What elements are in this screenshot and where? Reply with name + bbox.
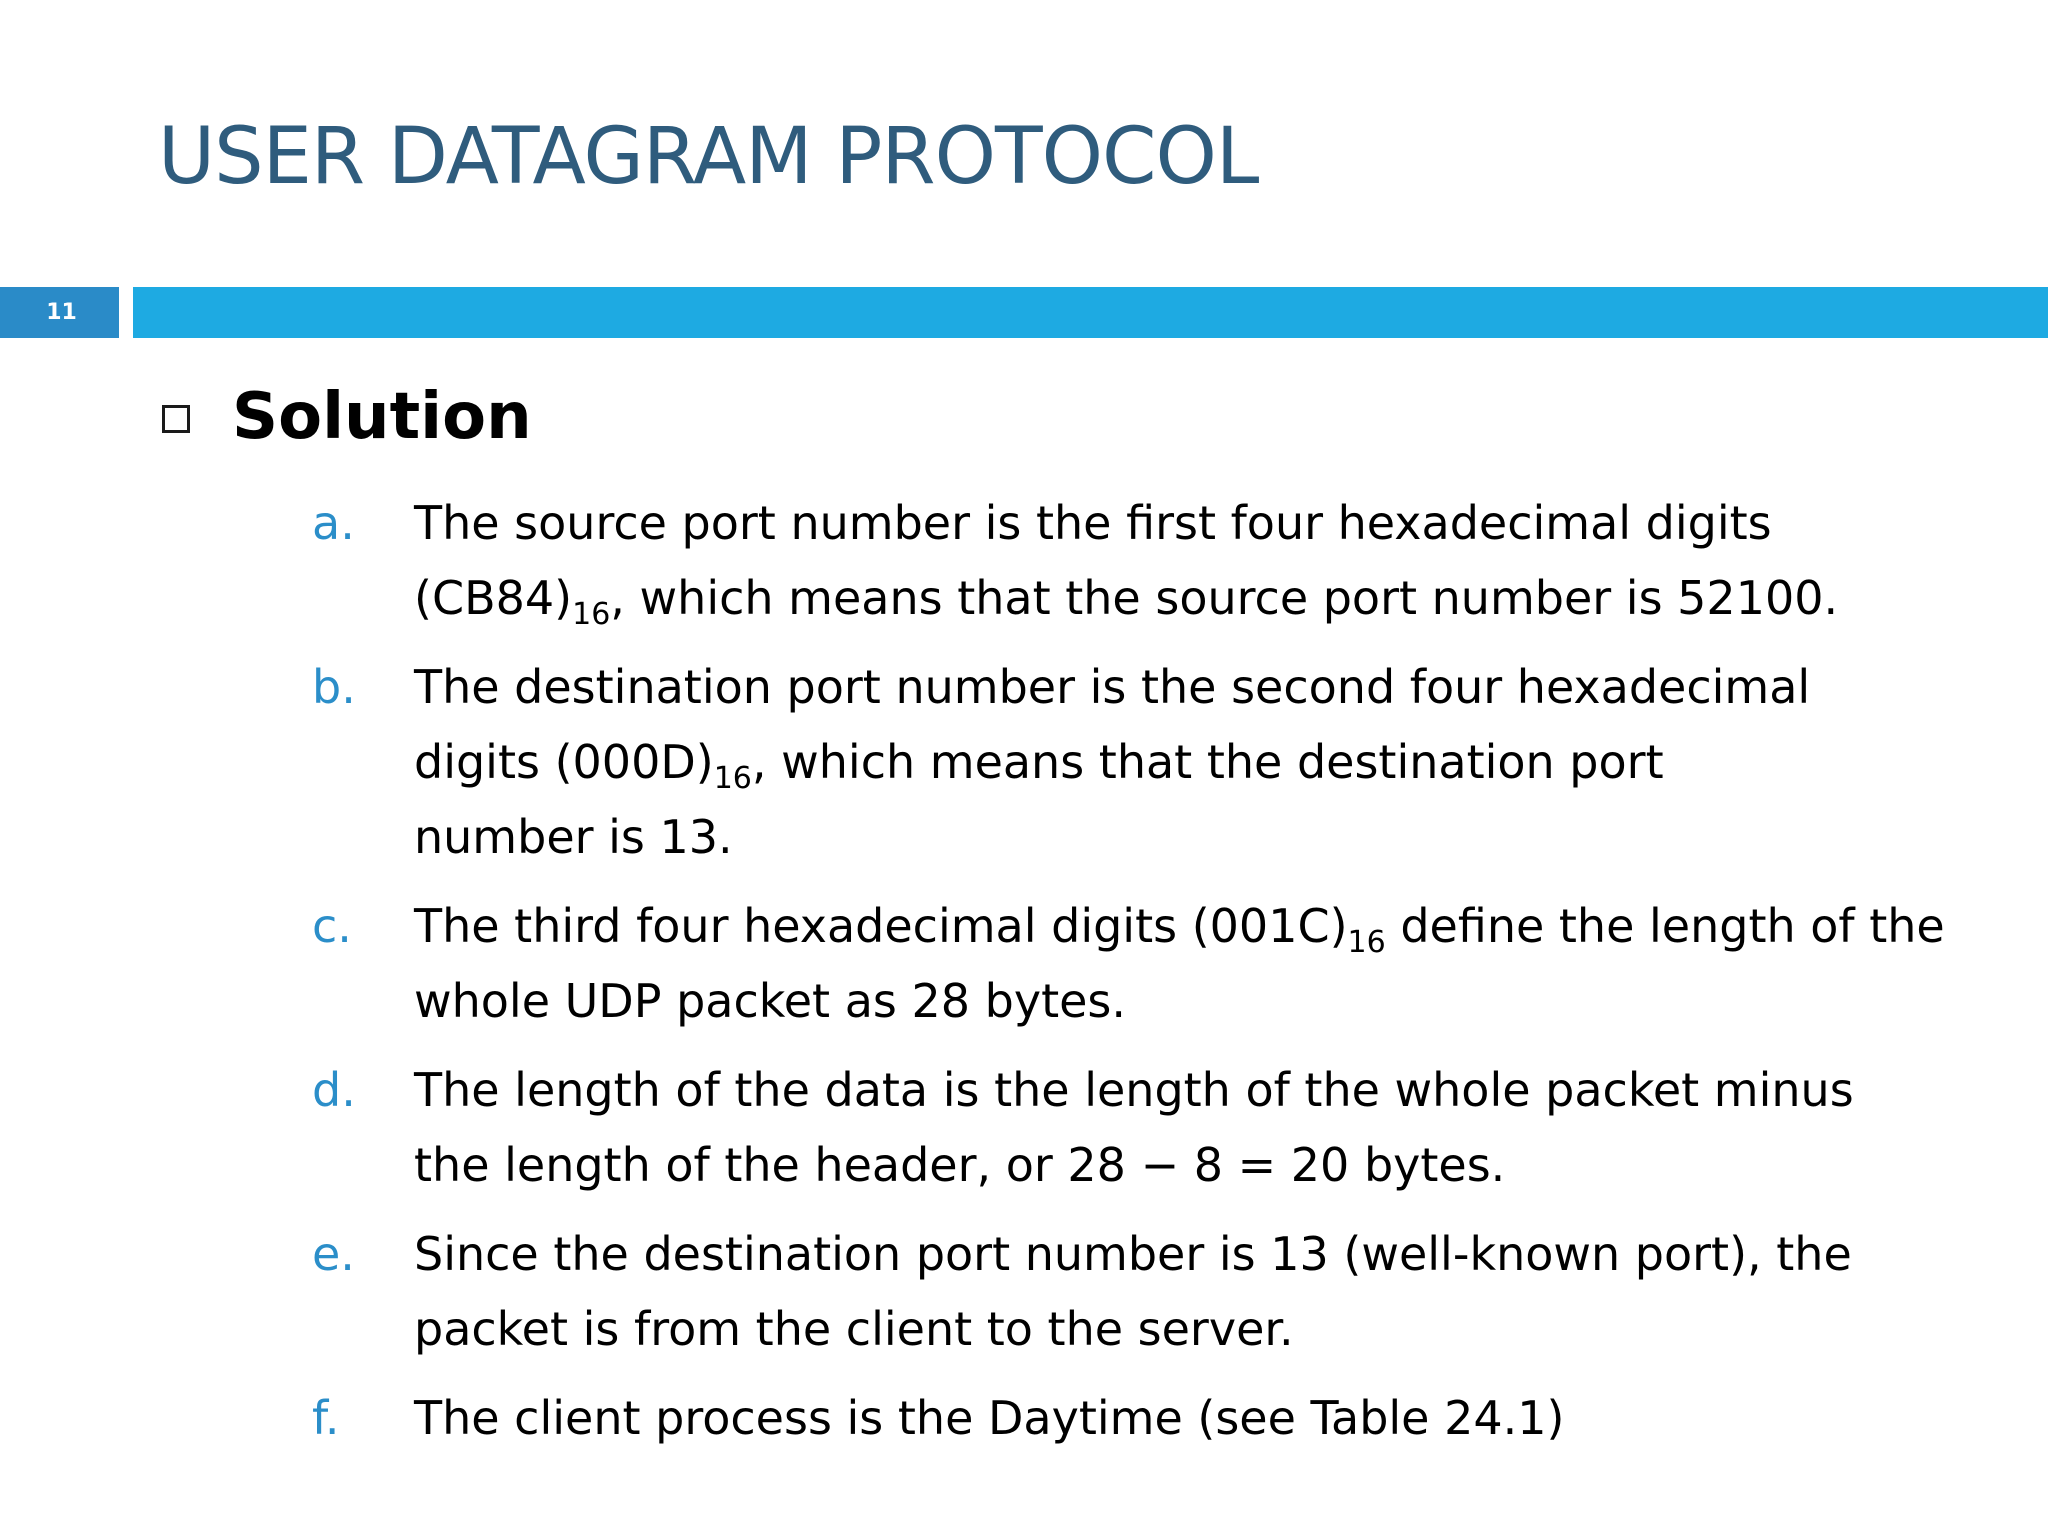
list-item bbox=[312, 486, 2012, 636]
list-marker: f. bbox=[312, 1391, 340, 1445]
list-item-text-before: Since the destination port number is 13 (well-known port), the packet is from the client to the server. bbox=[414, 1227, 1852, 1356]
list-item-text bbox=[414, 650, 1844, 875]
list-item bbox=[312, 650, 2012, 875]
list-item-text-before: The destination port number is the second four hexadecimal digits (000D) bbox=[414, 660, 1811, 789]
list-item-text bbox=[414, 486, 1974, 636]
list-marker: e. bbox=[312, 1227, 355, 1281]
list-item-text bbox=[414, 1217, 1974, 1367]
list-item-text-after: define the length of the whole UDP packet as 28 bytes. bbox=[414, 899, 1945, 1028]
solution-list bbox=[312, 486, 2012, 1470]
list-item-text bbox=[414, 889, 1974, 1039]
checkbox-square-icon bbox=[162, 405, 190, 433]
slide-number: 11 bbox=[0, 287, 119, 338]
list-item-text-after: , which means that the source port number is 52100. bbox=[610, 571, 1839, 625]
list-item-text-after: , which means that the destination port number is 13. bbox=[414, 735, 1664, 864]
list-item-text-before: The third four hexadecimal digits (001C) bbox=[414, 899, 1348, 953]
list-marker: b. bbox=[312, 660, 356, 714]
list-item bbox=[312, 1217, 2012, 1367]
subscript: 16 bbox=[1347, 925, 1386, 960]
solution-heading-row bbox=[162, 380, 532, 454]
slide-title: USER DATAGRAM PROTOCOL bbox=[158, 112, 1259, 202]
list-marker: c. bbox=[312, 899, 352, 953]
list-item-text bbox=[414, 1381, 1974, 1456]
list-item-text-before: The client process is the Daytime (see Table 24.1) bbox=[414, 1391, 1565, 1445]
list-item-text bbox=[414, 1053, 1864, 1203]
accent-bar bbox=[133, 287, 2048, 338]
subscript: 16 bbox=[713, 761, 752, 796]
solution-heading: Solution bbox=[232, 380, 532, 454]
list-item-text-before: The source port number is the first four hexadecimal digits (CB84) bbox=[414, 496, 1772, 625]
list-marker: d. bbox=[312, 1063, 356, 1117]
list-item bbox=[312, 1053, 2012, 1203]
list-item bbox=[312, 1381, 2012, 1456]
list-item bbox=[312, 889, 2012, 1039]
subscript: 16 bbox=[572, 597, 611, 632]
list-item-text-before: The length of the data is the length of the whole packet minus the length of the header, or 28 − 8 = 20 bytes. bbox=[414, 1063, 1854, 1192]
list-marker: a. bbox=[312, 496, 355, 550]
